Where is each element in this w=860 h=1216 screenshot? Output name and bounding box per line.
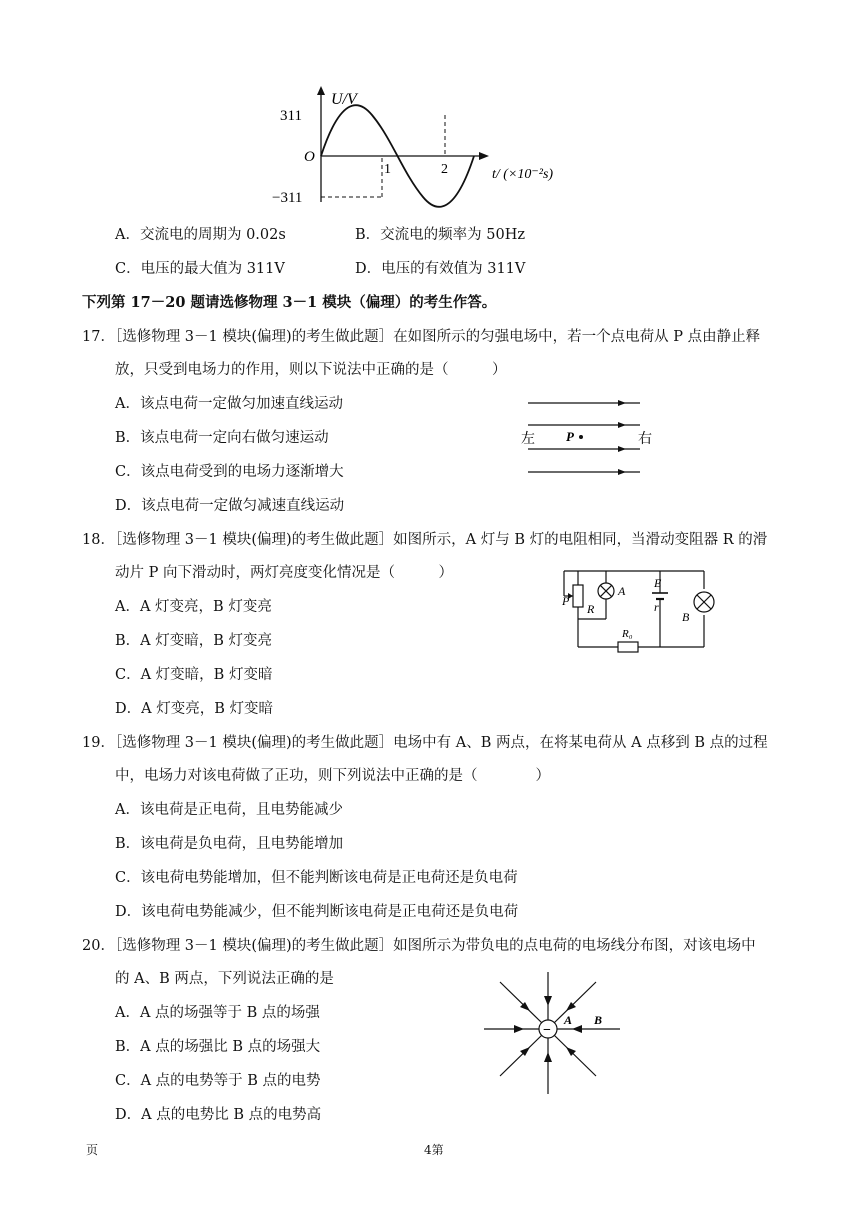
r-label: R: [587, 602, 595, 616]
uniform-field-figure: [518, 395, 668, 485]
field-arrow: [618, 400, 626, 406]
r0-label: R₀: [622, 628, 633, 640]
x-axis-label: t/ (×10⁻²s): [492, 167, 554, 182]
y-min-label: −311: [272, 190, 303, 206]
voltage-time-graph: [270, 84, 580, 214]
q20-option-d: D．A 点的电势比 B 点的电势高: [115, 1107, 322, 1123]
q16-option-b: B．交流电的频率为 50Hz: [355, 227, 525, 243]
q18-option-c: C．A 灯变暗，B 灯变暗: [115, 667, 273, 683]
y-axis-label: U/V: [331, 91, 357, 108]
section-header: 下列第 17－20 题请选修物理 3－1 模块（偏理）的考生作答。: [82, 294, 497, 311]
q16-option-a: A．交流电的周期为 0.02s: [115, 227, 286, 243]
q17-option-b: B．该点电荷一定向右做匀速运动: [115, 430, 329, 446]
q16-option-c: C．电压的最大值为 311V: [115, 261, 285, 277]
right-label: 右: [638, 432, 652, 447]
point-charge-field-figure: [480, 970, 630, 1096]
q18-option-a: A．A 灯变亮，B 灯变亮: [115, 599, 272, 615]
circuit-diagram: [556, 563, 726, 655]
q17-option-d: D．该点电荷一定做匀减速直线运动: [115, 498, 345, 514]
y-max-label: 311: [280, 108, 302, 124]
q19-option-a: A．该电荷是正电荷，且电势能减少: [115, 802, 343, 818]
q16-option-d: D．电压的有效值为 311V: [355, 261, 526, 277]
r-internal-label: r: [654, 600, 659, 614]
point-p: [579, 435, 583, 439]
a-label: A: [618, 584, 626, 598]
q18-option-b: B．A 灯变暗，B 灯变亮: [115, 633, 272, 649]
q20-option-c: C．A 点的电势等于 B 点的电势: [115, 1073, 321, 1089]
q19-stem-line2: 中，电场力对该电荷做了正功，则下列说法中正确的是（ ）: [115, 768, 550, 784]
tick2-label: 2: [441, 162, 448, 177]
left-label: 左: [521, 432, 535, 447]
q18-option-d: D．A 灯变亮，B 灯变暗: [115, 701, 273, 717]
origin-label: O: [304, 149, 315, 165]
footer-left: 页: [86, 1143, 99, 1157]
e-label: E: [654, 576, 662, 590]
q20-stem-line2: 的 A、B 两点，下列说法正确的是: [115, 971, 334, 987]
q19-stem-line1: 19．［选修物理 3－1 模块(偏理)的考生做此题］电场中有 A、B 两点，在将某电荷从 A 点移到 B 点的过程: [82, 735, 768, 751]
point-b-label: B: [594, 1013, 603, 1027]
p-label: P: [562, 594, 570, 608]
q17-option-c: C．该点电荷受到的电场力逐渐增大: [115, 464, 344, 480]
y-axis-arrow: [317, 86, 325, 95]
q17-stem-line1: 17．［选修物理 3－1 模块(偏理)的考生做此题］在如图所示的匀强电场中，若一个点电荷从 P 点由静止释: [82, 329, 761, 345]
charge-sign: −: [543, 1023, 551, 1038]
q17-stem-line2: 放，只受到电场力的作用，则以下说法中正确的是（ ）: [115, 362, 507, 378]
q20-option-b: B．A 点的场强比 B 点的场强大: [115, 1039, 321, 1055]
q20-stem-line1: 20．［选修物理 3－1 模块(偏理)的考生做此题］如图所示为带负电的点电荷的电场线分布图，对该电场中: [82, 938, 756, 954]
point-a-label: A: [564, 1013, 573, 1027]
q20-option-a: A．A 点的场强等于 B 点的场强: [115, 1005, 320, 1021]
field-arrow: [618, 446, 626, 452]
b-label: B: [682, 610, 690, 624]
footer-page-number: 4第: [424, 1143, 444, 1157]
tick1-label: 1: [384, 162, 391, 177]
x-axis-arrow: [479, 152, 489, 160]
q17-option-a: A．该点电荷一定做匀加速直线运动: [115, 396, 343, 412]
q19-option-c: C．该电荷电势能增加，但不能判断该电荷是正电荷还是负电荷: [115, 870, 518, 886]
q18-stem-line2: 动片 P 向下滑动时，两灯亮度变化情况是（ ）: [115, 565, 453, 581]
q18-stem-line1: 18．［选修物理 3－1 模块(偏理)的考生做此题］如图所示，A 灯与 B 灯的电阻相同，当滑动变阻器 R 的滑: [82, 532, 768, 548]
q19-option-b: B．该电荷是负电荷，且电势能增加: [115, 836, 344, 852]
field-arrow: [618, 469, 626, 475]
field-arrow: [618, 422, 626, 428]
p-label: P: [566, 429, 574, 444]
q19-option-d: D．该电荷电势能减少，但不能判断该电荷是正电荷还是负电荷: [115, 904, 519, 920]
